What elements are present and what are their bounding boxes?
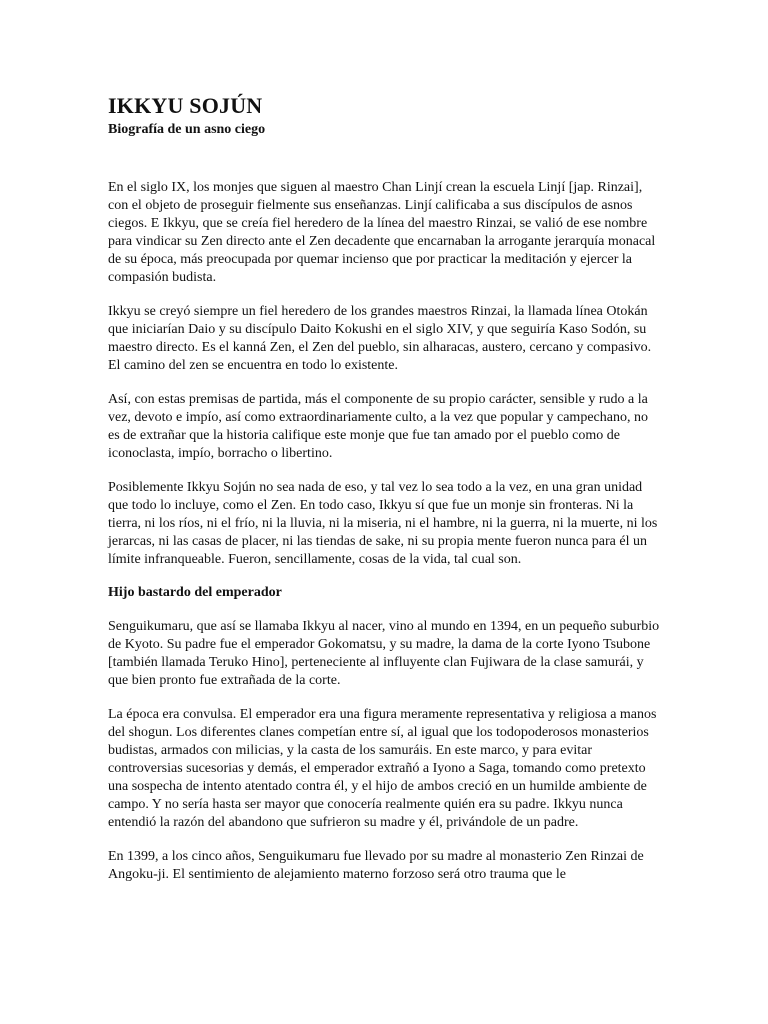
paragraph: Senguikumaru, que así se llamaba Ikkyu al nacer, vino al mundo en 1394, en un pequeño suburbio de Kyoto. Su padre fue el emperador Gokomatsu, y su madre, la dama de la corte Iyono Tsubone [también llamada Teruko Hino], perteneciente al influyente clan Fujiwara de la clase samurái, y que bien pronto fue extrañada de la corte. — [108, 619, 660, 688]
paragraph: En 1399, a los cinco años, Senguikumaru fue llevado por su madre al monasterio Zen Rinzai de Angoku-ji. El sentimiento de alejamiento materno forzoso será otro trauma que le — [108, 849, 644, 882]
document-title: IKKYU SOJÚN — [108, 93, 263, 118]
document-page — [108, 92, 660, 884]
paragraph: La época era convulsa. El emperador era una figura meramente representativa y religiosa a manos del shogun. Los diferentes clanes competían entre sí, al igual que los todopoderosos monasterios budistas, armados con milicias, y la casta de los samuráis. En este marco, y para evitar controversias sucesorias y demás, el emperador extrañó a Iyono a Saga, tomando como pretexto una sospecha de intento atentado contra él, y el hijo de ambos creció en un humilde ambiente de campo. Y no sería hasta ser mayor que conocería realmente quién era su padre. Ikkyu nunca entendió la razón del abandono que sufrieron su madre y él, privándole de un padre. — [108, 707, 657, 830]
paragraph: Ikkyu se creyó siempre un fiel heredero de los grandes maestros Rinzai, la llamada línea Otokán que iniciarían Daio y su discípulo Daito Kokushi en el siglo XIV, y que seguiría Kaso Sodón, su maestro directo. Es el kanná Zen, el Zen del pueblo, sin alharacas, austero, cercano y compasivo. El camino del zen se encuentra en todo lo existente. — [108, 304, 652, 373]
paragraph: Posiblemente Ikkyu Sojún no sea nada de eso, y tal vez lo sea todo a la vez, en una gran unidad que todo lo incluye, como el Zen. En todo caso, Ikkyu sí que fue un monje sin fronteras. Ni la tierra, ni los ríos, ni el frío, ni la lluvia, ni la miseria, ni el hambre, ni la guerra, ni la muerte, ni los jerarcas, ni las casas de placer, ni las tiendas de sake, ni su propia mente fueron nunca para él un límite infranqueable. Fueron, sencillamente, cosas de la vida, tal cual son. — [108, 480, 658, 567]
section-heading: Hijo bastardo del emperador — [108, 585, 282, 600]
paragraph: En el siglo IX, los monjes que siguen al maestro Chan Linjí crean la escuela Linjí [jap. Rinzai], con el objeto de proseguir fielmente sus enseñanzas. Linjí calificaba a sus discípulos de asnos ciegos. E Ikkyu, que se creía fiel heredero de la línea del maestro Rinzai, se valió de ese nombre para vindicar su Zen directo ante el Zen decadente que encarnaban la arrogante jerarquía monacal de su época, más preocupada por quemar incienso que por practicar la meditación y ejercer la compasión budista. — [108, 180, 656, 285]
document-subtitle: Biografía de un asno ciego — [108, 122, 266, 137]
paragraph: Así, con estas premisas de partida, más el componente de su propio carácter, sensible y rudo a la vez, devoto e impío, así como extraordinariamente culto, a la vez que popular y campechano, no es de extrañar que la historia califique este monje que fue tan amado por el pueblo como de iconoclasta, impío, borracho o libertino. — [108, 392, 648, 461]
